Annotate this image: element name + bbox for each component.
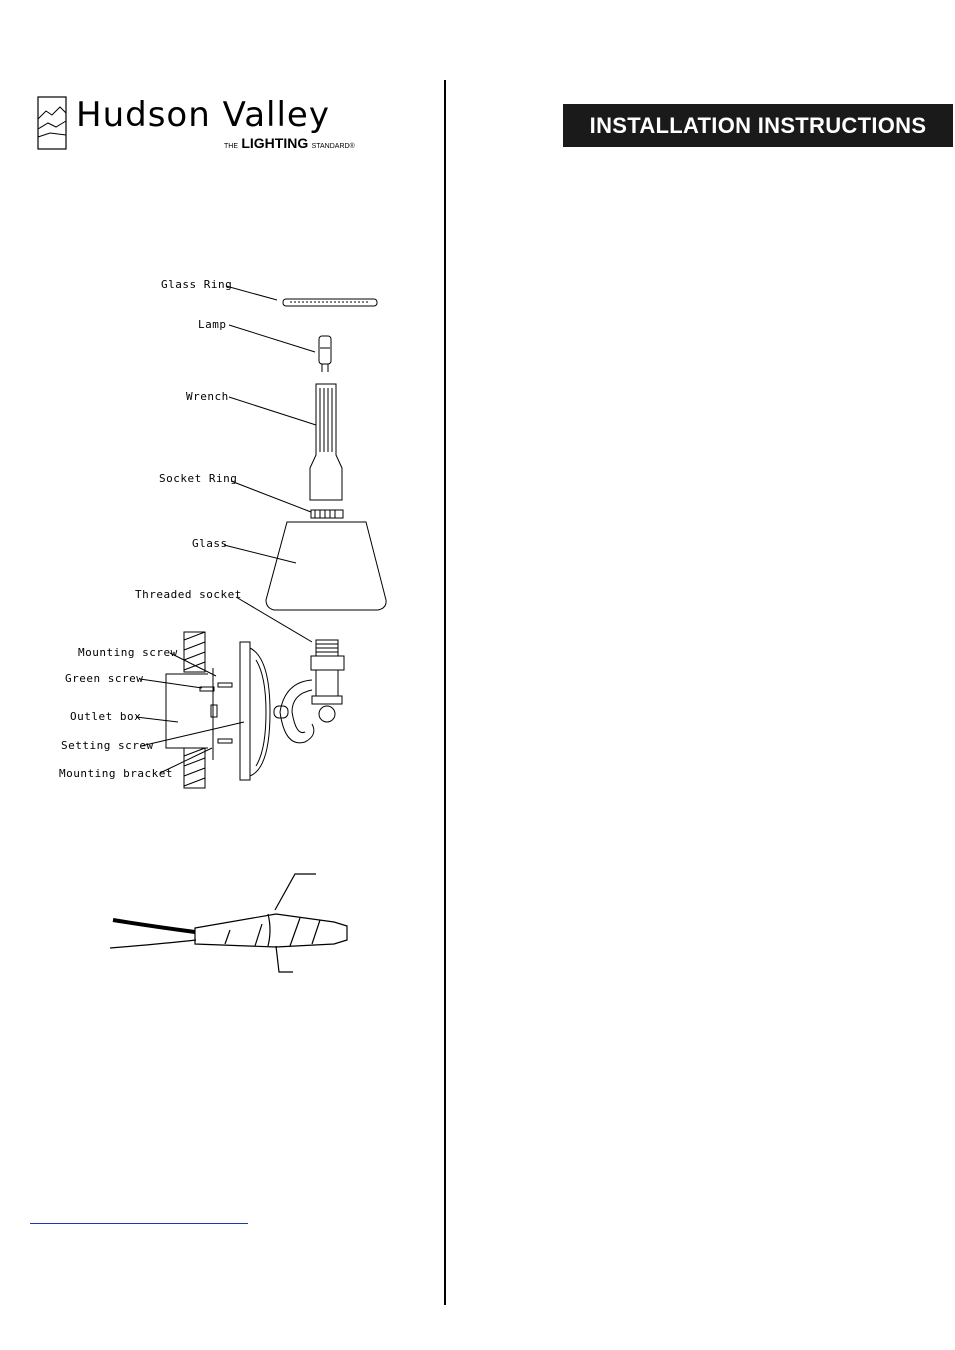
wall-section	[184, 632, 205, 788]
label-setting-screw: Setting screw	[61, 739, 154, 752]
label-mounting-screw: Mounting screw	[78, 646, 178, 659]
installation-instructions-banner: INSTALLATION INSTRUCTIONS	[563, 104, 953, 147]
lamp-part	[319, 336, 331, 372]
tagline-prefix: THE	[224, 143, 238, 150]
leader-lines	[136, 286, 316, 773]
label-lamp: Lamp	[198, 318, 227, 331]
label-threaded-socket: Threaded socket	[135, 588, 242, 601]
label-glass-ring: Glass Ring	[161, 278, 233, 291]
mounting-bracket-part	[200, 668, 232, 760]
label-green-screw: Green screw	[65, 672, 144, 685]
label-glass: Glass	[192, 537, 228, 550]
wire-splice-diagram	[110, 874, 347, 972]
brand-name: Hudson Valley	[76, 95, 330, 135]
wrench-part	[310, 384, 342, 500]
backplate-part	[240, 642, 270, 780]
outlet-box-part	[166, 674, 217, 748]
label-socket-ring: Socket Ring	[159, 472, 238, 485]
glass-shade-part	[266, 522, 386, 610]
tagline-main: LIGHTING	[241, 135, 309, 151]
hyperlink-underline[interactable]	[30, 1223, 248, 1224]
threaded-socket-part	[311, 640, 344, 722]
label-wrench: Wrench	[186, 390, 229, 403]
label-mounting-bracket: Mounting bracket	[59, 767, 173, 780]
glass-ring-part	[283, 299, 377, 306]
label-outlet-box: Outlet box	[70, 710, 142, 723]
socket-ring-part	[311, 510, 343, 518]
arm-part	[274, 680, 314, 743]
tagline-suffix: STANDARD®	[311, 143, 355, 150]
